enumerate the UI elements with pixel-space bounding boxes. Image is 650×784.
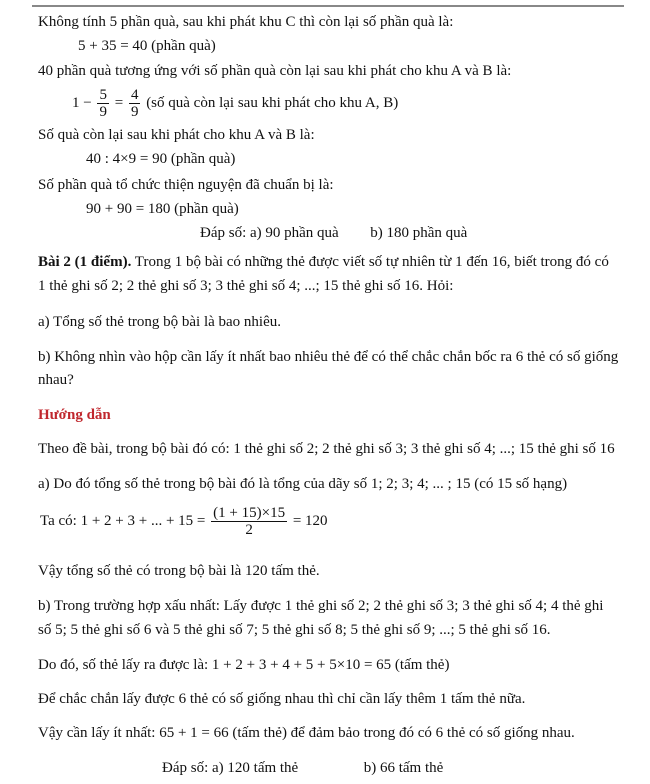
text-line: Để chắc chắn lấy được 6 thẻ có số giống nhau thì chỉ cần lấy thêm 1 tấm thẻ nữa. (38, 691, 526, 707)
answer-b: b) 180 phần quà (370, 225, 468, 241)
equals-sign: = (114, 95, 124, 111)
top-divider (32, 5, 624, 7)
text-line: Theo đề bài, trong bộ bài đó có: 1 thẻ ghi số 2; 2 thẻ ghi số 3; 3 thẻ ghi số 4; ...; 15 thẻ ghi số 16 (38, 441, 615, 457)
text-line: 40 phần quà tương ứng với số phần quà còn lại sau khi phát cho khu A và B là: (38, 63, 512, 79)
fraction-numerator: (1 + 15)×15 (213, 505, 286, 522)
text-line: a) Do đó tổng số thẻ trong bộ bài đó là tổng của dãy số 1; 2; 3; 4; ... ; 15 (có 15 số hạng) (38, 476, 568, 492)
math-line: 5 + 35 = 40 (phần quà) (78, 38, 216, 54)
fraction-numerator: 4 (130, 87, 139, 104)
text-line: Không tính 5 phần quà, sau khi phát khu C thì còn lại số phần quà là: (38, 14, 454, 30)
fraction-denominator: 9 (99, 104, 107, 121)
section-heading: Hướng dẫn (38, 407, 111, 423)
text-line: Vậy cần lấy ít nhất: 65 + 1 = 66 (tấm thẻ) để đảm bảo trong đó có 6 thẻ có số giống nhau. (38, 725, 575, 741)
question-b: b) Không nhìn vào hộp cần lấy ít nhất bao nhiêu thẻ để có thể chắc chắn bốc ra 6 thẻ có số giống (38, 349, 619, 365)
fraction-line (72, 85, 398, 121)
sum-formula-line (40, 503, 328, 539)
formula-result: = 120 (292, 513, 328, 529)
fraction-numerator: 5 (99, 87, 107, 104)
sum-fraction (211, 505, 287, 538)
text-line: Vậy tổng số thẻ có trong bộ bài là 120 tấm thẻ. (38, 563, 320, 579)
text-line: b) Trong trường hợp xấu nhất: Lấy được 1 thẻ ghi số 2; 2 thẻ ghi số 3; 3 thẻ ghi số 4; 4 thẻ ghi (38, 598, 604, 614)
text-line: số 5; 5 thẻ ghi số 6 và 5 thẻ ghi số 7; 5 thẻ ghi số 8; 5 thẻ ghi số 9; ...; 5 thẻ ghi số 16. (38, 622, 551, 638)
answer-line (162, 759, 443, 778)
answer-line (200, 224, 467, 243)
fraction-denominator: 9 (130, 104, 139, 121)
answer-a: Đáp số: a) 120 tấm thẻ (162, 760, 299, 776)
question-b: nhau? (38, 372, 74, 388)
fraction-5-9 (97, 87, 109, 120)
answer-a: Đáp số: a) 90 phần quà (200, 225, 339, 241)
problem-line: 1 thẻ ghi số 2; 2 thẻ ghi số 3; 3 thẻ ghi số 4; ...; 15 thẻ ghi số 16. Hỏi: (38, 278, 454, 294)
question-a: a) Tổng số thẻ trong bộ bài là bao nhiêu. (38, 314, 282, 330)
fraction-4-9 (129, 87, 141, 120)
text-line: Số phần quà tổ chức thiện nguyện đã chuẩn bị là: (38, 177, 334, 193)
problem-line (38, 253, 609, 272)
formula-prefix: Ta có: 1 + 2 + 3 + ... + 15 = (40, 513, 206, 529)
problem-text: Trong 1 bộ bài có những thẻ được viết số tự nhiên từ 1 đến 16, biết trong đó có (131, 254, 609, 270)
text-line: Số quà còn lại sau khi phát cho khu A và B là: (38, 127, 315, 143)
fraction-note: (số quà còn lại sau khi phát cho khu A, B) (146, 95, 399, 111)
problem-label: Bài 2 (1 điểm). (38, 254, 132, 270)
text-line: Do đó, số thẻ lấy ra được là: 1 + 2 + 3 + 4 + 5 + 5×10 = 65 (tấm thẻ) (38, 657, 450, 673)
math-prefix: 1 − (72, 95, 92, 111)
math-line: 40 : 4×9 = 90 (phần quà) (86, 151, 236, 167)
fraction-denominator: 2 (245, 522, 253, 539)
answer-b: b) 66 tấm thẻ (363, 760, 444, 776)
math-line: 90 + 90 = 180 (phần quà) (86, 201, 239, 217)
